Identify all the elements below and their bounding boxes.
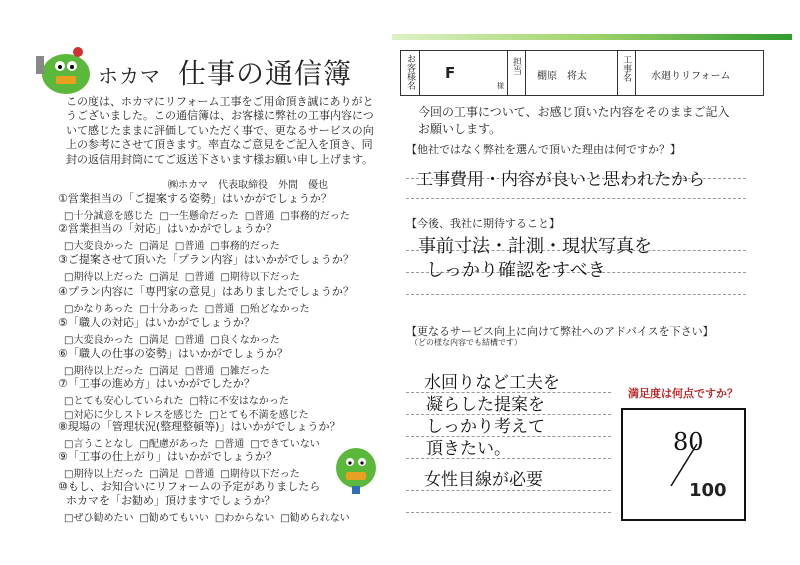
- section-reason-heading: 【他社ではなく弊社を選んで頂いた理由は何ですか？】: [406, 143, 681, 156]
- question-5-options: [64, 331, 286, 346]
- answer-advice-line2: 凝らした提案を: [426, 395, 545, 415]
- option[interactable]: □普通: [244, 211, 275, 222]
- option[interactable]: □普通: [184, 366, 215, 377]
- option[interactable]: □満足: [149, 469, 179, 480]
- option[interactable]: □十分あった: [139, 304, 199, 315]
- question-1-options: [64, 207, 356, 222]
- mascot-logo: [32, 42, 96, 98]
- option[interactable]: □できていない: [250, 439, 320, 450]
- score-value: 80: [673, 428, 704, 456]
- customer-info-box: [400, 50, 764, 96]
- option[interactable]: □期待以上だった: [64, 272, 144, 283]
- question-9: ⑨「工事の仕上がり」はいかがでしょうか？: [58, 450, 277, 463]
- brand-name: ホカマ: [98, 64, 161, 88]
- question-9-options: [64, 465, 306, 480]
- answer-advice-line5: 女性目線が必要: [424, 470, 543, 490]
- section-advice-note: （どの様な内容でも結構です）: [410, 338, 522, 347]
- question-7-options: [64, 392, 295, 407]
- page-title: 仕事の通信簿: [178, 57, 353, 90]
- work-label: 工事名: [621, 55, 631, 82]
- answer-expectation-line1: 事前寸法・計測・現状写真を: [418, 236, 652, 257]
- customer-name: F: [445, 64, 456, 82]
- answer-advice-line3: しっかり考えて: [426, 417, 545, 437]
- option[interactable]: □満足: [139, 241, 169, 252]
- option[interactable]: □普通: [204, 304, 235, 315]
- option[interactable]: □勧められない: [280, 513, 350, 524]
- mascot-illustration: [332, 440, 380, 494]
- option[interactable]: □対応に少しストレスを感じた: [64, 410, 204, 421]
- option[interactable]: □大変良かった: [64, 241, 134, 252]
- answer-advice-line4: 頂きたい。: [426, 439, 511, 459]
- question-4: ④プラン内容に「専門家の意見」はありましたでしょうか？: [58, 285, 354, 298]
- section-expectation-heading: 【今後、我社に期待すること】: [406, 217, 560, 230]
- option[interactable]: □普通: [174, 241, 205, 252]
- question-10-line1: ⑩もし、お知合いにリフォームの予定がありましたら: [58, 480, 321, 493]
- company-signature: ㈱ホカマ 代表取締役 外間 優也: [168, 180, 328, 191]
- option[interactable]: □期待以下だった: [220, 469, 300, 480]
- answer-advice-line1: 水回りなど工夫を: [424, 373, 560, 393]
- option[interactable]: □ぜひ勧めたい: [64, 513, 134, 524]
- ruled-line: [406, 490, 611, 491]
- option[interactable]: □わからない: [214, 513, 275, 524]
- score-max: 100: [689, 480, 727, 501]
- option[interactable]: □事務的だった: [210, 241, 280, 252]
- option[interactable]: □満足: [139, 335, 169, 346]
- question-6: ⑥「職人の仕事の姿勢」はいかがでしょうか？: [58, 347, 288, 360]
- question-8: ⑧現場の「管理状況(整理整頓等)」はいかがでしょうか？: [58, 420, 341, 433]
- option[interactable]: □事務的だった: [280, 211, 350, 222]
- question-8-options: [64, 435, 326, 450]
- answer-expectation-line2: しっかり確認をすべき: [426, 260, 606, 281]
- right-intro: 今回の工事について、お感じ頂いた内容をそのままご記入お願いします。: [418, 105, 730, 136]
- option[interactable]: □配慮があった: [139, 439, 209, 450]
- rep-name: 棚原 将太: [537, 71, 587, 82]
- option[interactable]: □雑だった: [220, 366, 270, 377]
- option[interactable]: □とても安心していられた: [64, 396, 184, 407]
- rep-label: 担当: [511, 57, 521, 75]
- ruled-line: [406, 294, 746, 295]
- answer-reason: 工事費用・内容が良いと思われたから: [416, 170, 705, 190]
- question-2: ②営業担当の「対応」はいかがでしょうか？: [58, 222, 277, 235]
- option[interactable]: □大変良かった: [64, 335, 134, 346]
- option[interactable]: □普通: [184, 469, 215, 480]
- score-label: 満足度は何点ですか？: [628, 387, 738, 400]
- question-10-line2: ホカマを「お勧め」頂けますでしょうか？: [66, 494, 276, 507]
- option[interactable]: □満足: [149, 366, 179, 377]
- option[interactable]: □良くなかった: [210, 335, 280, 346]
- question-4-options: [64, 300, 316, 315]
- option[interactable]: □期待以上だった: [64, 366, 144, 377]
- option[interactable]: □満足: [149, 272, 179, 283]
- option[interactable]: □普通: [214, 439, 245, 450]
- score-box: [621, 408, 746, 521]
- ruled-line: [406, 512, 611, 513]
- option[interactable]: □とても不満を感じた: [209, 410, 309, 421]
- question-10-options: [64, 509, 356, 524]
- question-1: ①営業担当の「ご提案する姿勢」はいかがでしょうか？: [58, 192, 332, 205]
- option[interactable]: □勧めてもいい: [139, 513, 209, 524]
- option[interactable]: □普通: [174, 335, 205, 346]
- question-2-options: [64, 237, 286, 252]
- option[interactable]: □一生懸命だった: [159, 211, 239, 222]
- question-6-options: [64, 362, 276, 377]
- customer-label: お客様名: [405, 54, 415, 90]
- question-7-options-row2: [64, 406, 315, 421]
- honorific: 様: [497, 82, 504, 90]
- option[interactable]: □言うことなし: [64, 439, 134, 450]
- option[interactable]: □期待以上だった: [64, 469, 144, 480]
- ruled-line: [406, 198, 746, 199]
- option[interactable]: □殆どなかった: [240, 304, 310, 315]
- work-name: 水廻りリフォーム: [651, 71, 731, 82]
- option[interactable]: □十分誠意を感じた: [64, 211, 154, 222]
- option[interactable]: □普通: [184, 272, 215, 283]
- option[interactable]: □期待以下だった: [220, 272, 300, 283]
- question-7: ⑦「工事の進め方」はいかがでしたか？: [58, 377, 255, 390]
- question-3: ③ご提案させて頂いた「プラン内容」はいかがでしょうか？: [58, 253, 354, 266]
- section-advice-heading: 【更なるサービス向上に向けて弊社へのアドバイスを下さい】: [406, 325, 714, 338]
- option[interactable]: □特に不安はなかった: [189, 396, 289, 407]
- option[interactable]: □かなりあった: [64, 304, 134, 315]
- header-green-bar: [392, 34, 792, 40]
- intro-text: この度は、ホカマにリフォーム工事をご用命頂き誠にありがとうございました。この通信簿は、お客様に弊社の工事内容について感じたままに評価していただく事で、更なるサービスの向上の参考にさせて頂きます。率直なご意見をご記入を頂き、同封の返信用封筒にてご返送下さいます様お願い申し上げます。: [66, 95, 374, 166]
- question-5: ⑤「職人の対応」はいかがでしょうか？: [58, 316, 255, 329]
- question-3-options: [64, 268, 306, 283]
